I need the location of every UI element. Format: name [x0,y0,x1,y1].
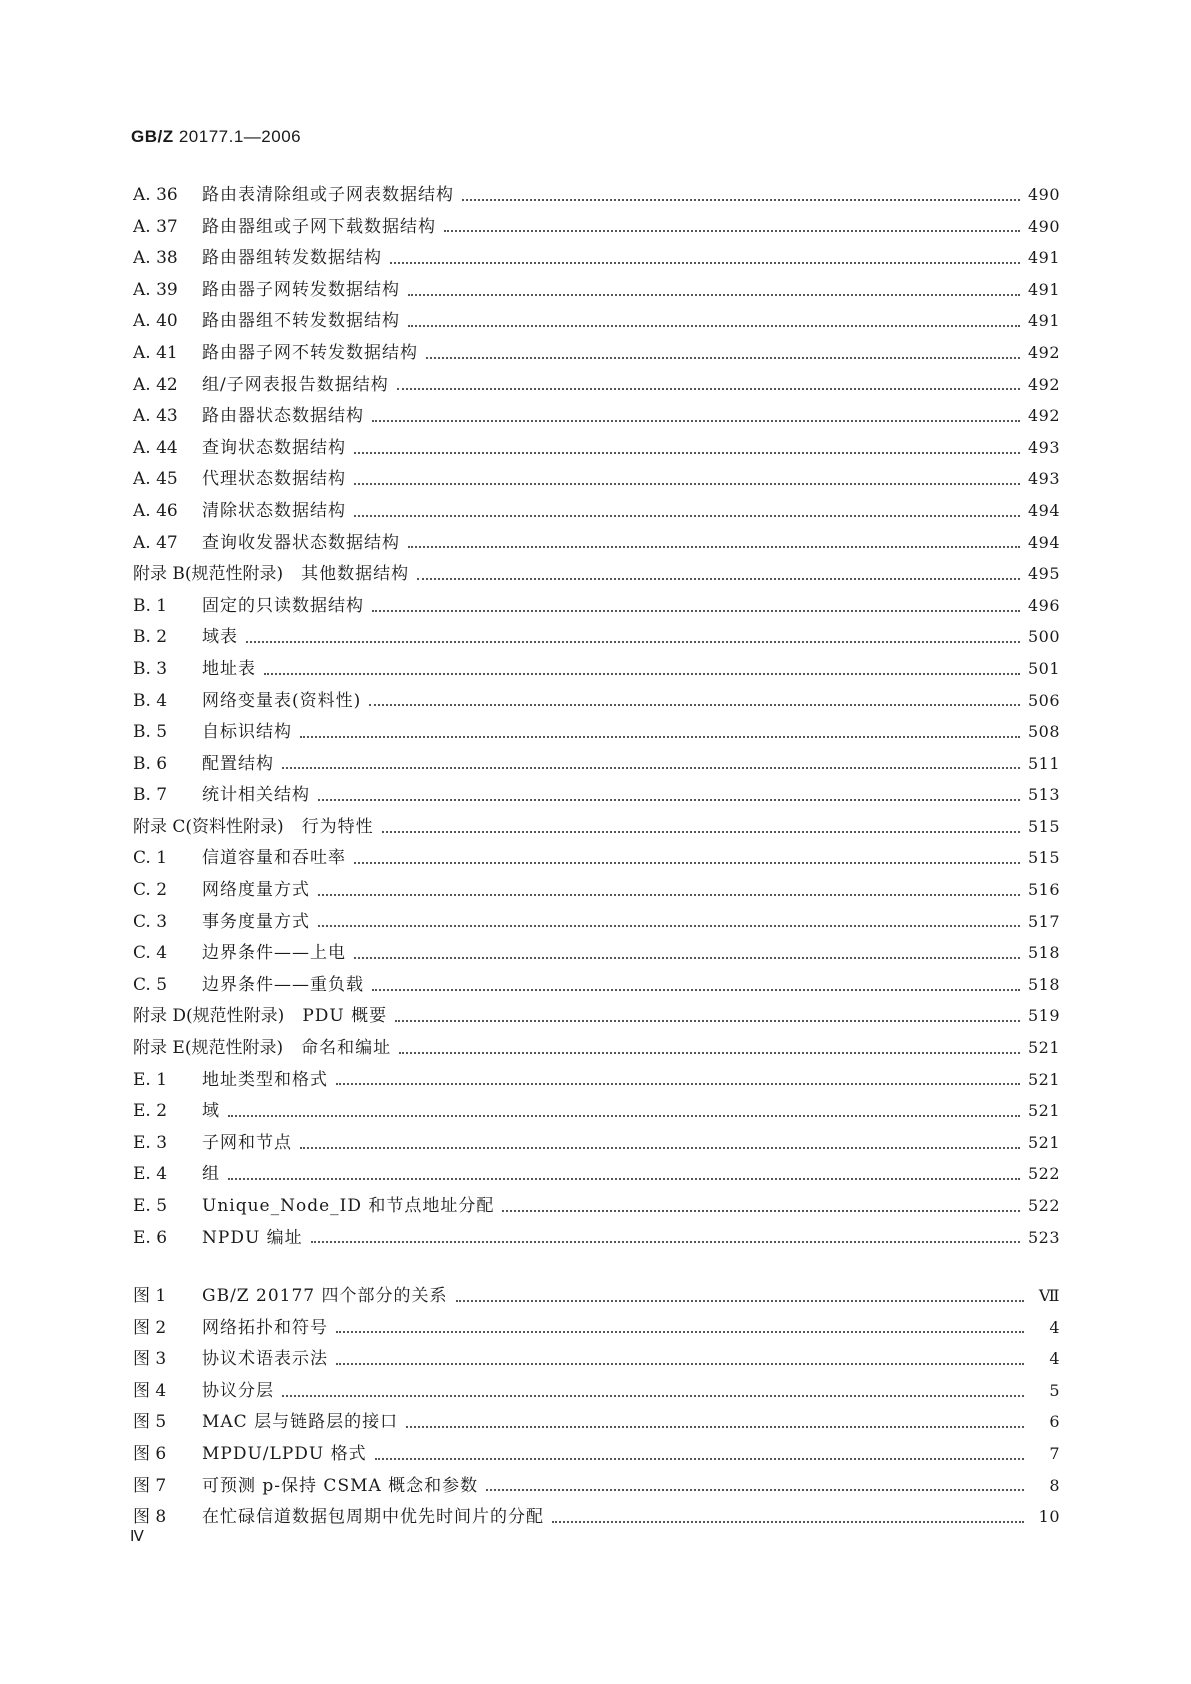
toc-entry-title: 地址表 [202,658,256,679]
toc-entry[interactable] [133,275,1060,307]
toc-entry[interactable] [133,907,1060,939]
toc-entry[interactable] [133,1128,1060,1160]
toc-entry[interactable] [133,1344,1060,1376]
toc-entry[interactable] [133,401,1060,433]
toc-appendix-sections [133,180,1060,1254]
toc-entry[interactable] [133,559,1060,591]
toc-entry-page: 521 [1027,1132,1060,1152]
toc-entry-title: 路由器子网转发数据结构 [202,279,400,300]
toc-dot-leader [502,1210,1020,1212]
toc-entry-title: 在忙碌信道数据包周期中优先时间片的分配 [202,1507,544,1528]
toc-entry-number: A. 44 [133,437,178,458]
toc-entry-page: 511 [1027,753,1060,773]
toc-entry-number: 图 1 [133,1286,167,1306]
toc-entry-number: B. 1 [133,595,168,616]
toc-dot-leader [406,1426,1024,1428]
toc-entry[interactable] [133,1407,1060,1439]
toc-entry-number: 图 7 [133,1475,167,1496]
toc-entry-page: 519 [1027,1006,1060,1026]
toc-dot-leader [408,294,1020,296]
toc-entry-page: 491 [1027,248,1060,268]
toc-entry[interactable] [133,1376,1060,1408]
toc-entry-title: 其他数据结构 [301,564,410,585]
toc-dot-leader [408,325,1020,327]
toc-entry-title: Unique_Node_ID 和节点地址分配 [202,1196,495,1216]
toc-dot-leader [372,610,1020,612]
toc-entry-page: 492 [1027,406,1060,426]
toc-entry-number: 附录 B(规范性附录) [133,564,284,585]
toc-dot-leader [264,673,1020,675]
toc-entry[interactable] [133,212,1060,244]
toc-dot-leader [354,515,1020,517]
standard-code: GB/Z [131,127,174,146]
toc-entry-page: 522 [1027,1196,1060,1215]
toc-dot-leader [311,1241,1020,1243]
toc-entry-title: 路由器子网不转发数据结构 [202,342,418,363]
toc-entry[interactable] [133,938,1060,970]
toc-entry[interactable] [133,1471,1060,1503]
toc-entry-number: 图 8 [133,1507,167,1528]
toc-entry-number: E. 4 [133,1164,168,1185]
toc-dot-leader [354,957,1020,959]
toc-entry-title: NPDU 编址 [202,1227,303,1248]
toc-dot-leader [336,1363,1024,1365]
toc-entry[interactable] [133,717,1060,749]
toc-entry-number: 图 6 [133,1443,167,1464]
toc-entry[interactable] [133,1159,1060,1191]
toc-entry-page: Ⅶ [1038,1286,1060,1305]
toc-entry[interactable] [133,622,1060,654]
toc-entry-number: B. 6 [133,753,168,774]
toc-entry-title: GB/Z 20177 四个部分的关系 [202,1286,448,1306]
toc-dot-leader [486,1489,1024,1491]
standard-number: 20177.1—2006 [178,127,302,146]
toc-entry[interactable] [133,370,1060,402]
toc-entry-page: 508 [1027,722,1060,742]
toc-entry-page: 521 [1027,1069,1060,1089]
toc-entry[interactable] [133,433,1060,465]
toc-entry-title: 查询状态数据结构 [202,437,346,458]
toc-entry-number: E. 1 [133,1069,168,1090]
document-header [131,127,301,147]
toc-entry-title: MPDU/LPDU 格式 [202,1443,367,1464]
toc-entry-page: 494 [1027,532,1060,552]
page-number: Ⅳ [130,1529,144,1545]
toc-entry[interactable] [133,528,1060,560]
toc-entry-title: 可预测 p-保持 CSMA 概念和参数 [202,1475,479,1496]
toc-entry-number: A. 42 [133,374,178,395]
toc-entry-number: B. 2 [133,627,168,648]
toc-entry-page: 522 [1027,1164,1060,1184]
toc-entry[interactable] [133,875,1060,907]
toc-entry-title: 行为特性 [301,816,374,837]
toc-entry-page: 492 [1027,342,1060,362]
toc-dot-leader [354,483,1020,485]
toc-dot-leader [300,736,1020,738]
toc-entry-page: 496 [1027,595,1060,615]
toc-entry[interactable] [133,1033,1060,1065]
toc-entry[interactable] [133,1191,1060,1223]
toc-entry-page: 491 [1027,279,1060,299]
toc-entry-page: 523 [1027,1227,1060,1247]
toc-entry-page: 10 [1038,1507,1060,1527]
toc-dot-leader [462,199,1020,201]
toc-entry[interactable] [133,749,1060,781]
toc-entry-title: 路由器状态数据结构 [202,406,364,427]
toc-entry-page: 518 [1027,943,1060,963]
toc-entry[interactable] [133,1502,1060,1534]
toc-entry-page: 7 [1049,1443,1060,1463]
toc-dot-leader [354,862,1020,864]
toc-entry-title: 网络度量方式 [202,880,310,901]
toc-dot-leader [318,894,1020,896]
toc-entry-page: 493 [1027,437,1060,457]
toc-entry-number: E. 3 [133,1132,168,1153]
toc-dot-leader [390,262,1020,264]
toc-dot-leader [408,546,1020,548]
toc-dot-leader [228,1115,1020,1117]
toc-dot-leader [375,1458,1024,1460]
toc-entry-page: 492 [1027,374,1060,394]
toc-entry-title: 清除状态数据结构 [202,500,346,521]
toc-entry-title: 边界条件——重负载 [202,974,364,995]
toc-entry-title: 地址类型和格式 [202,1069,328,1090]
toc-entry-title: PDU 概要 [302,1006,388,1027]
toc-entry-number: B. 3 [133,658,168,679]
toc-dot-leader [417,578,1020,580]
toc-entry[interactable] [133,1439,1060,1471]
toc-entry[interactable] [133,464,1060,496]
toc-entry-number: 图 3 [133,1349,167,1370]
toc-dot-leader [369,704,1020,706]
toc-dot-leader [318,925,1020,927]
toc-entry-title: 边界条件——上电 [202,943,346,964]
toc-entry-number: A. 39 [133,279,178,300]
toc-entry-number: A. 38 [133,248,178,269]
toc-entry[interactable] [133,1281,1060,1313]
toc-entry-title: 查询收发器状态数据结构 [202,532,400,553]
toc-dot-leader [372,420,1020,422]
toc-entry-title: 子网和节点 [202,1132,292,1153]
toc-entry-page: 518 [1027,974,1060,994]
toc-entry-title: 域 [202,1101,220,1122]
toc-entry-page: 521 [1027,1101,1060,1121]
toc-entry-page: 515 [1027,816,1060,836]
toc-entry-number: B. 5 [133,722,168,743]
toc-entry-page: 490 [1027,216,1060,236]
toc-dot-leader [282,767,1020,769]
toc-dot-leader [456,1300,1025,1302]
toc-dot-leader [382,831,1020,833]
toc-dot-leader [336,1331,1024,1333]
toc-dot-leader [228,1178,1020,1180]
toc-entry-page: 513 [1027,785,1060,805]
toc-entry-title: 路由器组或子网下载数据结构 [202,216,436,237]
toc-dot-leader [336,1083,1020,1085]
toc-entry-page: 494 [1027,500,1060,520]
toc-entry-page: 8 [1049,1475,1060,1495]
toc-entry[interactable] [133,970,1060,1002]
toc-entry-number: B. 7 [133,785,168,806]
toc-entry-number: C. 2 [133,880,168,901]
toc-entry[interactable] [133,1001,1060,1033]
toc-entry-title: 统计相关结构 [202,785,310,806]
toc-entry[interactable] [133,843,1060,875]
toc-entry-page: 506 [1027,690,1060,710]
toc-entry-number: E. 2 [133,1101,168,1122]
toc-entry-number: 图 5 [133,1412,167,1433]
toc-entry[interactable] [133,812,1060,844]
toc-entry-title: 协议分层 [202,1380,274,1401]
toc-entry-title: 组 [202,1164,220,1185]
toc-entry-title: 自标识结构 [202,722,292,743]
toc-entry-page: 491 [1027,311,1060,331]
toc-entry-number: 附录 E(规范性附录) [133,1038,284,1059]
toc-entry[interactable] [133,1065,1060,1097]
toc-entry-title: 固定的只读数据结构 [202,595,364,616]
toc-entry-title: 命名和编址 [301,1038,392,1059]
toc-entry-number: E. 6 [133,1227,168,1248]
toc-dot-leader [444,230,1020,232]
toc-dot-leader [372,989,1020,991]
toc-dot-leader [397,388,1020,390]
toc-entry[interactable] [133,180,1060,212]
toc-entry-number: C. 3 [133,911,168,932]
toc-entry-page: 5 [1049,1380,1060,1400]
toc-entry-number: C. 1 [133,848,168,869]
toc-entry-number: A. 36 [133,185,178,205]
toc-entry-title: 域表 [202,627,238,648]
toc-figures [133,1281,1060,1534]
toc-entry-number: C. 4 [133,943,168,964]
toc-entry-title: MAC 层与链路层的接口 [202,1412,399,1433]
toc-entry-title: 协议术语表示法 [202,1349,328,1370]
toc-entry[interactable] [133,338,1060,370]
toc-dot-leader [426,357,1020,359]
toc-entry-number: A. 45 [133,469,178,490]
toc-entry-title: 网络拓扑和符号 [202,1317,328,1338]
toc-entry-title: 信道容量和吞吐率 [202,848,346,869]
toc-entry-page: 490 [1027,185,1060,204]
toc-entry-number: 图 4 [133,1380,167,1401]
toc-entry-number: A. 40 [133,311,178,332]
toc-entry[interactable] [133,591,1060,623]
toc-entry-title: 网络变量表(资料性) [202,690,362,711]
toc-entry-page: 6 [1049,1412,1060,1432]
toc-entry-title: 组/子网表报告数据结构 [202,374,389,395]
toc-entry[interactable] [133,243,1060,275]
toc-entry[interactable] [133,1313,1060,1345]
toc-entry-title: 路由器组转发数据结构 [202,248,382,269]
toc-entry-page: 500 [1027,627,1060,647]
toc-entry-page: 516 [1027,880,1060,900]
toc-entry-page: 515 [1027,848,1060,868]
toc-entry-page: 493 [1027,469,1060,489]
toc-entry-page: 4 [1049,1317,1060,1337]
toc-entry-number: A. 41 [133,342,178,363]
toc-dot-leader [318,799,1020,801]
toc-entry-number: 图 2 [133,1317,167,1338]
toc-entry[interactable] [133,780,1060,812]
toc-entry-title: 配置结构 [202,753,274,774]
toc-entry-number: 附录 C(资料性附录) [133,816,284,837]
toc-entry-number: A. 46 [133,500,178,521]
toc-entry[interactable] [133,1223,1060,1255]
toc-entry-page: 517 [1027,911,1060,931]
toc-entry-number: B. 4 [133,690,168,711]
toc-entry-page: 4 [1049,1349,1060,1369]
toc-dot-leader [300,1147,1020,1149]
toc-entry[interactable] [133,686,1060,718]
toc-entry-page: 501 [1027,658,1060,678]
toc-entry[interactable] [133,654,1060,686]
toc-entry-number: E. 5 [133,1196,168,1216]
toc-entry-page: 495 [1027,564,1060,584]
toc-entry-title: 事务度量方式 [202,911,310,932]
toc-entry-number: A. 37 [133,216,178,237]
toc-dot-leader [354,452,1020,454]
toc-entry[interactable] [133,306,1060,338]
toc-entry-page: 521 [1027,1038,1060,1058]
toc-entry-number: C. 5 [133,974,168,995]
toc-dot-leader [395,1020,1020,1022]
toc-dot-leader [399,1052,1020,1054]
toc-entry-number: A. 43 [133,406,178,427]
toc-entry[interactable] [133,496,1060,528]
toc-entry-title: 代理状态数据结构 [202,469,346,490]
toc-dot-leader [552,1521,1024,1523]
toc-dot-leader [246,641,1020,643]
toc-entry[interactable] [133,1096,1060,1128]
toc-entry-title: 路由器组不转发数据结构 [202,311,400,332]
toc-entry-title: 路由表清除组或子网表数据结构 [202,185,454,205]
toc-entry-number: A. 47 [133,532,178,553]
toc-dot-leader [282,1395,1024,1397]
toc-entry-number: 附录 D(规范性附录) [133,1006,285,1027]
